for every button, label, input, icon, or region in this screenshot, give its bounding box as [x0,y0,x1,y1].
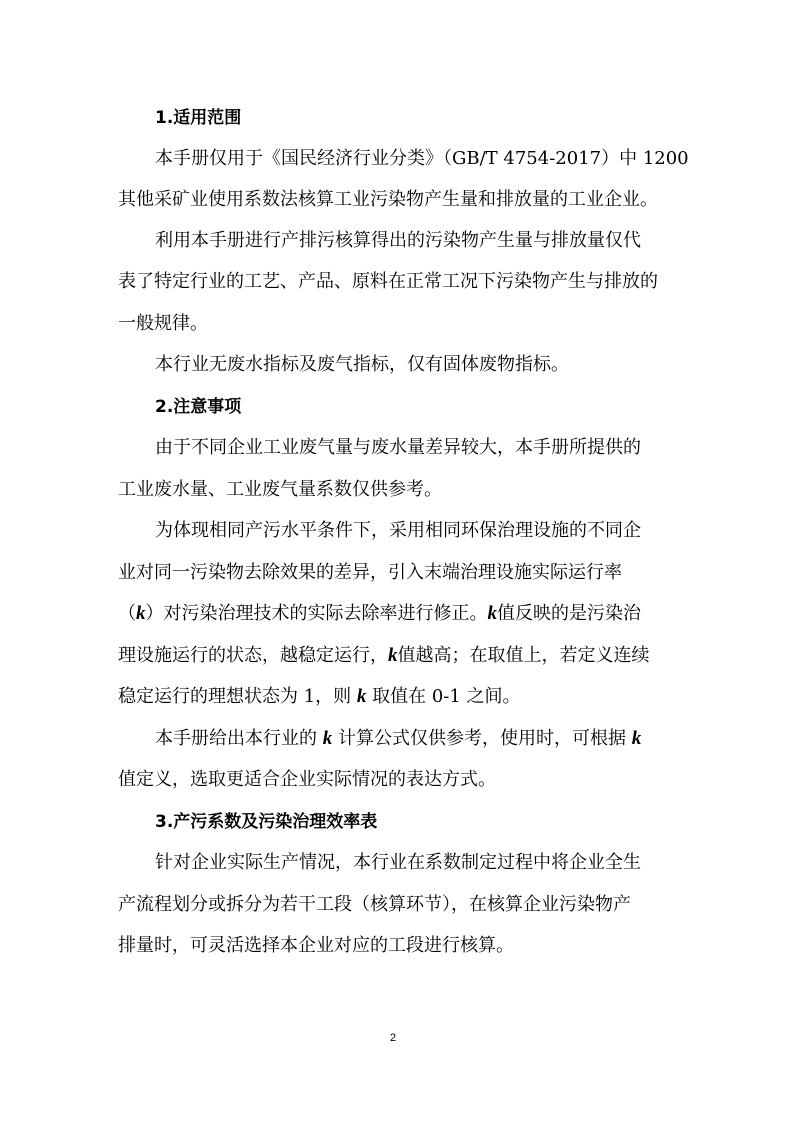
text-run: 计算公式仅供参考，使用时，可根据 [332,728,632,749]
text-run: 取值在 0-1 之间。 [366,686,521,707]
paragraph-line [155,727,641,751]
paragraph-line [118,644,650,668]
section-heading-notes: 2.注意事项 [155,397,242,417]
text-run: 值反映的是污染治 [497,603,641,624]
section-heading-scope: 1.适用范围 [155,108,242,128]
paragraph-line: 值定义，选取更适合企业实际情况的表达方式。 [118,769,496,790]
k-symbol: k [356,686,367,707]
paragraph-line: 本行业无废水指标及废气指标，仅有固体废物指标。 [155,354,569,375]
paragraph-line: 工业废水量、工业废气量系数仅供参考。 [118,479,442,500]
text-run: 理设施运行的状态，越稳定运行， [118,645,388,666]
k-symbol: k [388,645,398,666]
paragraph-line: 产流程划分或拆分为若干工段（核算环节），在核算企业污染物产 [118,894,631,915]
text-run: 稳定运行的理想状态为 1，则 [118,686,357,707]
paragraph-line: 由于不同企业工业废气量与废水量差异较大，本手册所提供的 [155,437,641,458]
text-run: 本手册给出本行业的 [155,728,323,749]
paragraph-line: 其他采矿业使用系数法核算工业污染物产生量和排放量的工业企业。 [118,189,658,210]
paragraph-line: 表了特定行业的工艺、产品、原料在正常工况下污染物产生与排放的 [118,271,658,292]
page-number: 2 [390,1032,397,1044]
k-symbol: k [322,728,333,749]
section-heading-coefficients: 3.产污系数及污染治理效率表 [155,812,378,832]
text-run: 值越高；在取值上，若定义连续 [397,645,650,666]
paragraph-line [118,602,641,626]
paragraph-line: 利用本手册进行产排污核算得出的污染物产生量与排放量仅代 [155,230,641,251]
k-symbol: k [487,603,497,624]
paragraph-line: 本手册仅用于《国民经济行业分类》（GB/T 4754-2017）中 1200 [155,148,689,169]
paragraph-line: 为体现相同产污水平条件下，采用相同环保治理设施的不同企 [155,520,641,541]
paragraph-line: 针对企业实际生产情况，本行业在系数制定过程中将企业全生 [155,852,641,873]
k-symbol: k [631,728,642,749]
paragraph-line: 排量时，可灵活选择本企业对应的工段进行核算。 [118,935,514,956]
paragraph-line [118,685,521,709]
text-run: （ [118,603,136,624]
k-symbol: k [136,603,146,624]
text-run: ）对污染治理技术的实际去除率进行修正。 [145,603,488,624]
paragraph-line: 一般规律。 [118,313,208,334]
paragraph-line: 业对同一污染物去除效果的差异，引入末端治理设施实际运行率 [118,562,622,583]
